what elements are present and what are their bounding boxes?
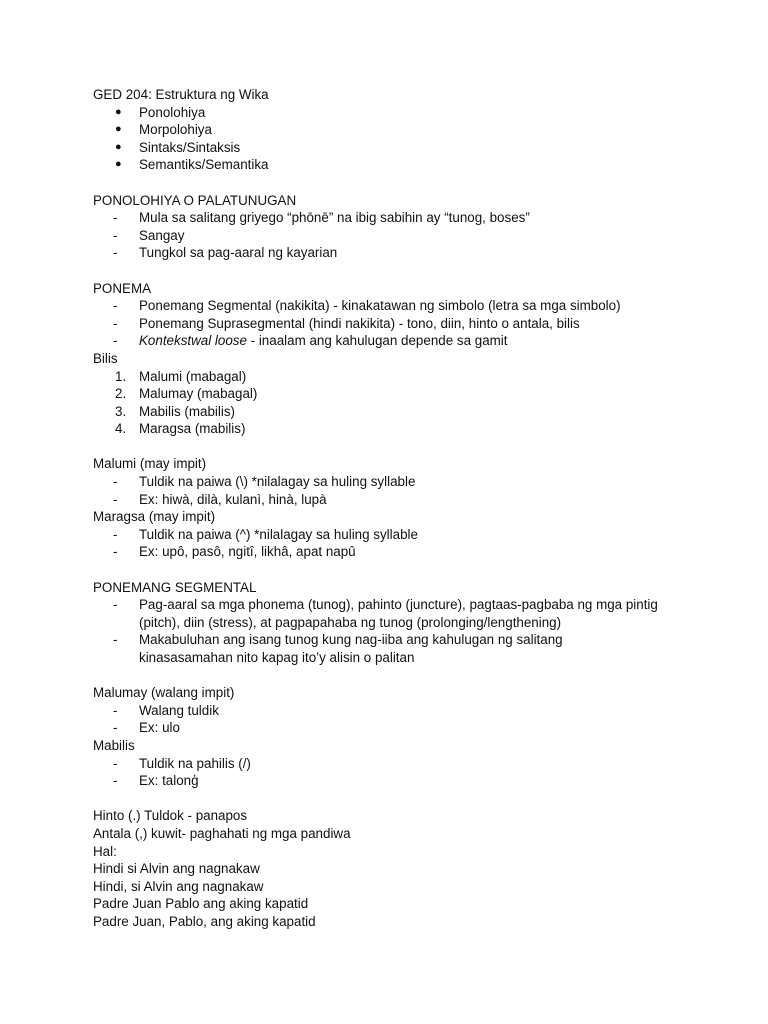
list-item: - Tungkol sa pag-aaral ng kayarian (113, 245, 338, 261)
list-item: ● Sintaks/Sintaksis (115, 139, 241, 155)
number-marker: 3. (115, 403, 127, 419)
dash-marker: - (113, 298, 118, 314)
list-item: - Tuldik na pahilis (/) (113, 755, 251, 771)
closing-line: Hal: (93, 843, 117, 859)
section-heading: PONEMA (93, 280, 152, 296)
section-heading: Maragsa (may impit) (93, 509, 216, 525)
bullet-marker: ● (115, 123, 122, 136)
list-item: ● Ponolohiya (115, 104, 206, 120)
dash-marker: - (113, 632, 118, 648)
closing-line: Antala (,) kuwit- paghahati ng mga pandiwa (93, 825, 351, 841)
dash-marker: - (113, 544, 118, 560)
closing-line: Padre Juan, Pablo, ang aking kapatid (93, 913, 316, 929)
closing-line: Hindi si Alvin ang nagnakaw (93, 861, 260, 877)
bullet-marker: ● (115, 105, 122, 118)
closing-line: Hindi, si Alvin ang nagnakaw (93, 878, 264, 894)
section-heading: Malumi (may impit) (93, 456, 207, 472)
document-body (93, 86, 693, 931)
dash-marker: - (113, 597, 118, 613)
bullet-marker: ● (115, 140, 122, 153)
section-heading: Mabilis (93, 737, 135, 753)
dash-marker: - (113, 526, 118, 542)
dash-marker: - (113, 333, 118, 349)
dash-marker: - (113, 227, 118, 243)
list-item: - Pag-aaral sa mga phonema (tunog), pahinto (juncture), pagtaas-pagbaba ng mga pintig (pitch), diin (stress), at pagpapahaba ng tunog (prolonging/lengthening) (113, 597, 658, 630)
dash-marker: - (113, 245, 118, 261)
document-title: GED 204: Estruktura ng Wika (93, 87, 269, 102)
list-item: - Kontekstwal loose - inaalam ang kahulugan depende sa gamit (113, 333, 508, 349)
list-item: - Tuldik na paiwa (\) *nilalagay sa huling syllable (113, 474, 416, 490)
dash-marker: - (113, 702, 118, 718)
list-item: ● Semantiks/Semantika (115, 157, 269, 173)
number-marker: 1. (115, 368, 127, 384)
section-heading: Malumay (walang impit) (93, 685, 235, 701)
section-heading: PONOLOHIYA O PALATUNUGAN (93, 192, 297, 208)
dash-marker: - (113, 210, 118, 226)
number-marker: 2. (115, 386, 127, 402)
list-item: - Ex: upô, pasô, ngitî, likhâ, apat napû (113, 544, 356, 560)
list-item: 1. Malumi (mabagal) (115, 368, 247, 384)
dash-marker: - (113, 491, 118, 507)
list-item: - Ex: talonģ (113, 773, 199, 789)
list-item: - Sangay (113, 227, 185, 243)
list-item: - Ponemang Suprasegmental (hindi nakikita) - tono, diin, hinto o antala, bilis (113, 315, 580, 331)
dash-marker: - (113, 720, 118, 736)
closing-line: Padre Juan Pablo ang aking kapatid (93, 896, 309, 912)
list-item: 3. Mabilis (mabilis) (115, 403, 235, 419)
list-item: - Ponemang Segmental (nakikita) - kinakatawan ng simbolo (letra sa mga simbolo) (113, 298, 621, 314)
dash-marker: - (113, 773, 118, 789)
dash-marker: - (113, 755, 118, 771)
list-item: - Tuldik na paiwa (^) *nilalagay sa huling syllable (113, 526, 418, 542)
list-item: 4. Maragsa (mabilis) (115, 421, 246, 437)
dash-marker: - (113, 315, 118, 331)
dash-marker: - (113, 474, 118, 490)
list-item: - Walang tuldik (113, 702, 219, 718)
section-heading: Bilis (93, 350, 118, 366)
bullet-marker: ● (115, 158, 122, 171)
number-marker: 4. (115, 421, 127, 437)
list-item: - Ex: hiwà, dilà, kulanì, hinà, lupà (113, 491, 327, 507)
list-item: - Mula sa salitang griyego “phōnē” na ibig sabihin ay “tunog, boses” (113, 210, 530, 226)
closing-line: Hinto (.) Tuldok - panapos (93, 808, 248, 824)
list-item: - Ex: ulo (113, 720, 180, 736)
list-item: 2. Malumay (mabagal) (115, 386, 258, 402)
list-item: ● Morpolohiya (115, 122, 212, 138)
section-heading: PONEMANG SEGMENTAL (93, 579, 257, 595)
italic-term: Kontekstwal loose (139, 333, 247, 349)
list-item: - Makabuluhan ang isang tunog kung nag-iiba ang kahulugan ng salitang kinasasamahan nito kapag ito’y alisin o palitan (113, 632, 563, 665)
